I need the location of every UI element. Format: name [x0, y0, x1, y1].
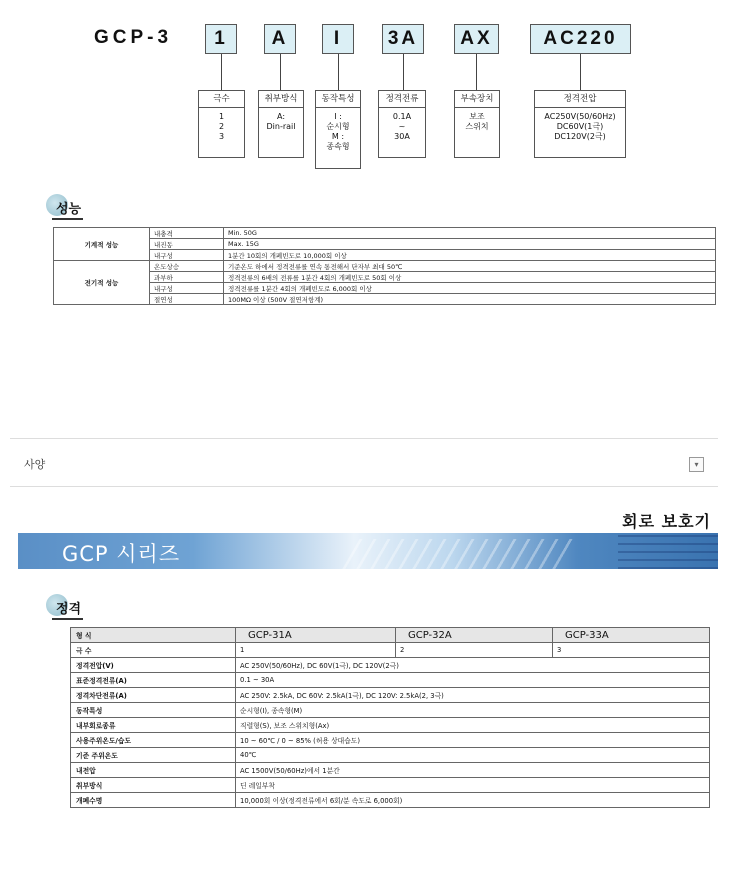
chevron-down-icon[interactable]: ▾ — [689, 457, 704, 472]
value-cell: 직렬형(S), 보조 스위치형(Ax) — [236, 718, 710, 733]
row-header: 기준 주위온도 — [71, 748, 236, 763]
banner-title: GCP 시리즈 — [62, 542, 181, 566]
value-cell: AC 250V(50/60Hz), DC 60V(1극), DC 120V(2극) — [236, 658, 710, 673]
row-header: 정격전압(V) — [71, 658, 236, 673]
desc-box-accessory — [454, 90, 500, 158]
table-row — [71, 673, 710, 688]
banner-decoration — [618, 533, 718, 569]
desc-box-operation — [315, 90, 361, 169]
table-row — [71, 718, 710, 733]
code-box-voltage: AC220 — [530, 24, 631, 54]
value-cell: 정격전류의 6배의 전류를 1분간 4회의 개폐빈도로 50회 이상 — [224, 272, 716, 283]
performance-heading — [52, 198, 83, 220]
desc-title: 부속장치 — [455, 91, 499, 108]
section-title: 정격 — [52, 598, 83, 620]
desc-box-mount — [258, 90, 304, 158]
value-cell: 10,000회 이상(정격전류에서 6회/분 속도로 6,000회) — [236, 793, 710, 808]
value-cell: Max. 15G — [224, 239, 716, 250]
desc-title: 동작특성 — [316, 91, 360, 108]
table-row — [54, 261, 716, 272]
series-title: 회로 보호기 — [622, 512, 711, 531]
value-cell: 순시형(I), 종속형(M) — [236, 703, 710, 718]
rating-table — [70, 627, 710, 808]
table-row — [54, 239, 716, 250]
table-row — [54, 272, 716, 283]
table-row — [71, 748, 710, 763]
table-row — [54, 283, 716, 294]
value-cell: 100MΩ 이상 (500V 절연저항계) — [224, 294, 716, 305]
row-header: 사용주위온도/습도 — [71, 733, 236, 748]
spec-accordion-label: 사양 — [24, 458, 46, 471]
connector-line — [280, 54, 281, 90]
item-cell: 과부하 — [150, 272, 224, 283]
row-header: 정격차단전류(A) — [71, 688, 236, 703]
table-row — [71, 628, 710, 643]
code-box-poles: 1 — [205, 24, 237, 54]
connector-line — [403, 54, 404, 90]
desc-box-poles — [198, 90, 245, 158]
code-box-operation: I — [322, 24, 354, 54]
code-box-mount: A — [264, 24, 296, 54]
series-banner — [18, 533, 718, 569]
connector-line — [580, 54, 581, 90]
value-cell: 정격전류를 1분간 4회의 개폐빈도로 6,000회 이상 — [224, 283, 716, 294]
table-row — [71, 733, 710, 748]
table-row — [71, 643, 710, 658]
item-cell: 내구성 — [150, 250, 224, 261]
row-header: 극 수 — [71, 643, 236, 658]
spec-accordion[interactable] — [10, 438, 718, 487]
row-header: 내전압 — [71, 763, 236, 778]
value-cell: 딘 레일부착 — [236, 778, 710, 793]
code-box-accessory: AX — [454, 24, 499, 54]
desc-title: 극수 — [199, 91, 244, 108]
code-box-current: 3A — [382, 24, 424, 54]
value-cell: 40℃ — [236, 748, 710, 763]
table-row — [54, 228, 716, 239]
value-cell: 10 ~ 60℃ / 0 ~ 85% (허용 상대습도) — [236, 733, 710, 748]
desc-box-current — [378, 90, 426, 158]
desc-body: 1 2 3 — [218, 112, 225, 141]
desc-title: 정격전류 — [379, 91, 425, 108]
row-header: 형 식 — [71, 628, 236, 643]
row-header: 동작특성 — [71, 703, 236, 718]
pole-cell: 1 — [236, 643, 396, 658]
row-header: 내부회로종류 — [71, 718, 236, 733]
banner-decoration — [336, 539, 579, 569]
value-cell: 기준온도 하에서 정격전류를 연속 통전해서 단자부 최대 50℃ — [224, 261, 716, 272]
desc-body: 보조 스위치 — [465, 112, 489, 131]
table-row — [71, 778, 710, 793]
performance-table — [53, 227, 716, 305]
pole-cell: 2 — [396, 643, 553, 658]
model-prefix: GCP-3 — [94, 27, 173, 48]
item-cell: 온도상승 — [150, 261, 224, 272]
model-cell: GCP-33A — [553, 628, 710, 643]
desc-body: A: Din-rail — [266, 112, 296, 131]
item-cell: 내구성 — [150, 283, 224, 294]
item-cell: 절연성 — [150, 294, 224, 305]
value-cell: 0.1 ~ 30A — [236, 673, 710, 688]
row-header: 취부방식 — [71, 778, 236, 793]
category-cell: 전기적 성능 — [54, 261, 150, 305]
pole-cell: 3 — [553, 643, 710, 658]
desc-body: 0.1A ~ 30A — [392, 112, 412, 141]
connector-line — [476, 54, 477, 90]
connector-line — [221, 54, 222, 90]
table-row — [54, 294, 716, 305]
model-cell: GCP-31A — [236, 628, 396, 643]
model-cell: GCP-32A — [396, 628, 553, 643]
item-cell: 내진동 — [150, 239, 224, 250]
table-row — [71, 763, 710, 778]
item-cell: 내충격 — [150, 228, 224, 239]
table-row — [71, 703, 710, 718]
connector-line — [338, 54, 339, 90]
value-cell: Min. 50G — [224, 228, 716, 239]
value-cell: 1분간 10회의 개폐빈도로 10,000회 이상 — [224, 250, 716, 261]
desc-title: 정격전압 — [535, 91, 625, 108]
table-row — [54, 250, 716, 261]
section-title: 성능 — [52, 198, 83, 220]
table-row — [71, 688, 710, 703]
rating-heading — [52, 598, 83, 620]
desc-box-voltage — [534, 90, 626, 158]
value-cell: AC 250V: 2.5kA, DC 60V: 2.5kA(1극), DC 120V: 2.5kA(2, 3극) — [236, 688, 710, 703]
table-row — [71, 658, 710, 673]
value-cell: AC 1500V(50/60Hz)에서 1분간 — [236, 763, 710, 778]
desc-body: I : 순시형 M : 종속형 — [326, 112, 350, 151]
category-cell: 기계적 성능 — [54, 228, 150, 261]
row-header: 개폐수명 — [71, 793, 236, 808]
desc-title: 취부방식 — [259, 91, 303, 108]
row-header: 표준정격전류(A) — [71, 673, 236, 688]
table-row — [71, 793, 710, 808]
desc-body: AC250V(50/60Hz) DC60V(1극) DC120V(2극) — [544, 112, 616, 141]
